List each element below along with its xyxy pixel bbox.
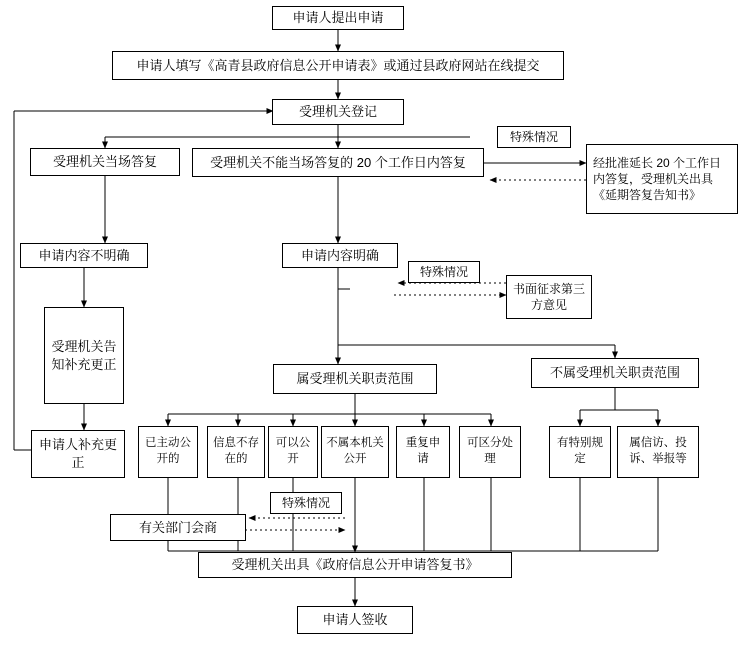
node-not-exist: 信息不存在的 xyxy=(207,426,265,478)
node-applicant-supplement: 申请人补充更正 xyxy=(31,430,125,478)
node-content-clear: 申请内容明确 xyxy=(282,243,398,268)
node-special-case-3: 特殊情况 xyxy=(270,492,342,514)
node-already-public: 已主动公开的 xyxy=(138,426,198,478)
node-special-case-1: 特殊情况 xyxy=(497,126,571,148)
node-agency-register: 受理机关登记 xyxy=(272,99,404,125)
node-third-party-opinion: 书面征求第三方意见 xyxy=(506,275,592,319)
node-department-consult: 有关部门会商 xyxy=(110,514,246,541)
node-fill-form: 申请人填写《高青县政府信息公开申请表》或通过县政府网站在线提交 xyxy=(112,51,564,80)
node-notify-supplement: 受理机关告知补充更正 xyxy=(44,307,124,404)
node-special-regulation: 有特别规定 xyxy=(549,426,611,478)
node-onsite-reply: 受理机关当场答复 xyxy=(30,148,180,176)
node-petition-complaint: 属信访、投诉、举报等 xyxy=(617,426,699,478)
node-content-unclear: 申请内容不明确 xyxy=(20,243,148,268)
node-within-duty: 属受理机关职责范围 xyxy=(273,364,437,394)
node-special-case-2: 特殊情况 xyxy=(408,261,480,283)
node-outside-duty: 不属受理机关职责范围 xyxy=(531,358,699,388)
node-separable-handling: 可区分处理 xyxy=(459,426,521,478)
node-can-publish: 可以公开 xyxy=(268,426,318,478)
node-applicant-receipt: 申请人签收 xyxy=(297,606,413,634)
node-issue-reply-doc: 受理机关出具《政府信息公开申请答复书》 xyxy=(198,552,512,578)
node-20day-reply: 受理机关不能当场答复的 20 个工作日内答复 xyxy=(192,148,484,177)
node-other-agency: 不属本机关公开 xyxy=(321,426,389,478)
node-extend-20day: 经批准延长 20 个工作日内答复，受理机关出具《延期答复告知书》 xyxy=(586,144,738,214)
node-duplicate-request: 重复申请 xyxy=(396,426,450,478)
node-applicant-submit: 申请人提出申请 xyxy=(272,6,404,30)
